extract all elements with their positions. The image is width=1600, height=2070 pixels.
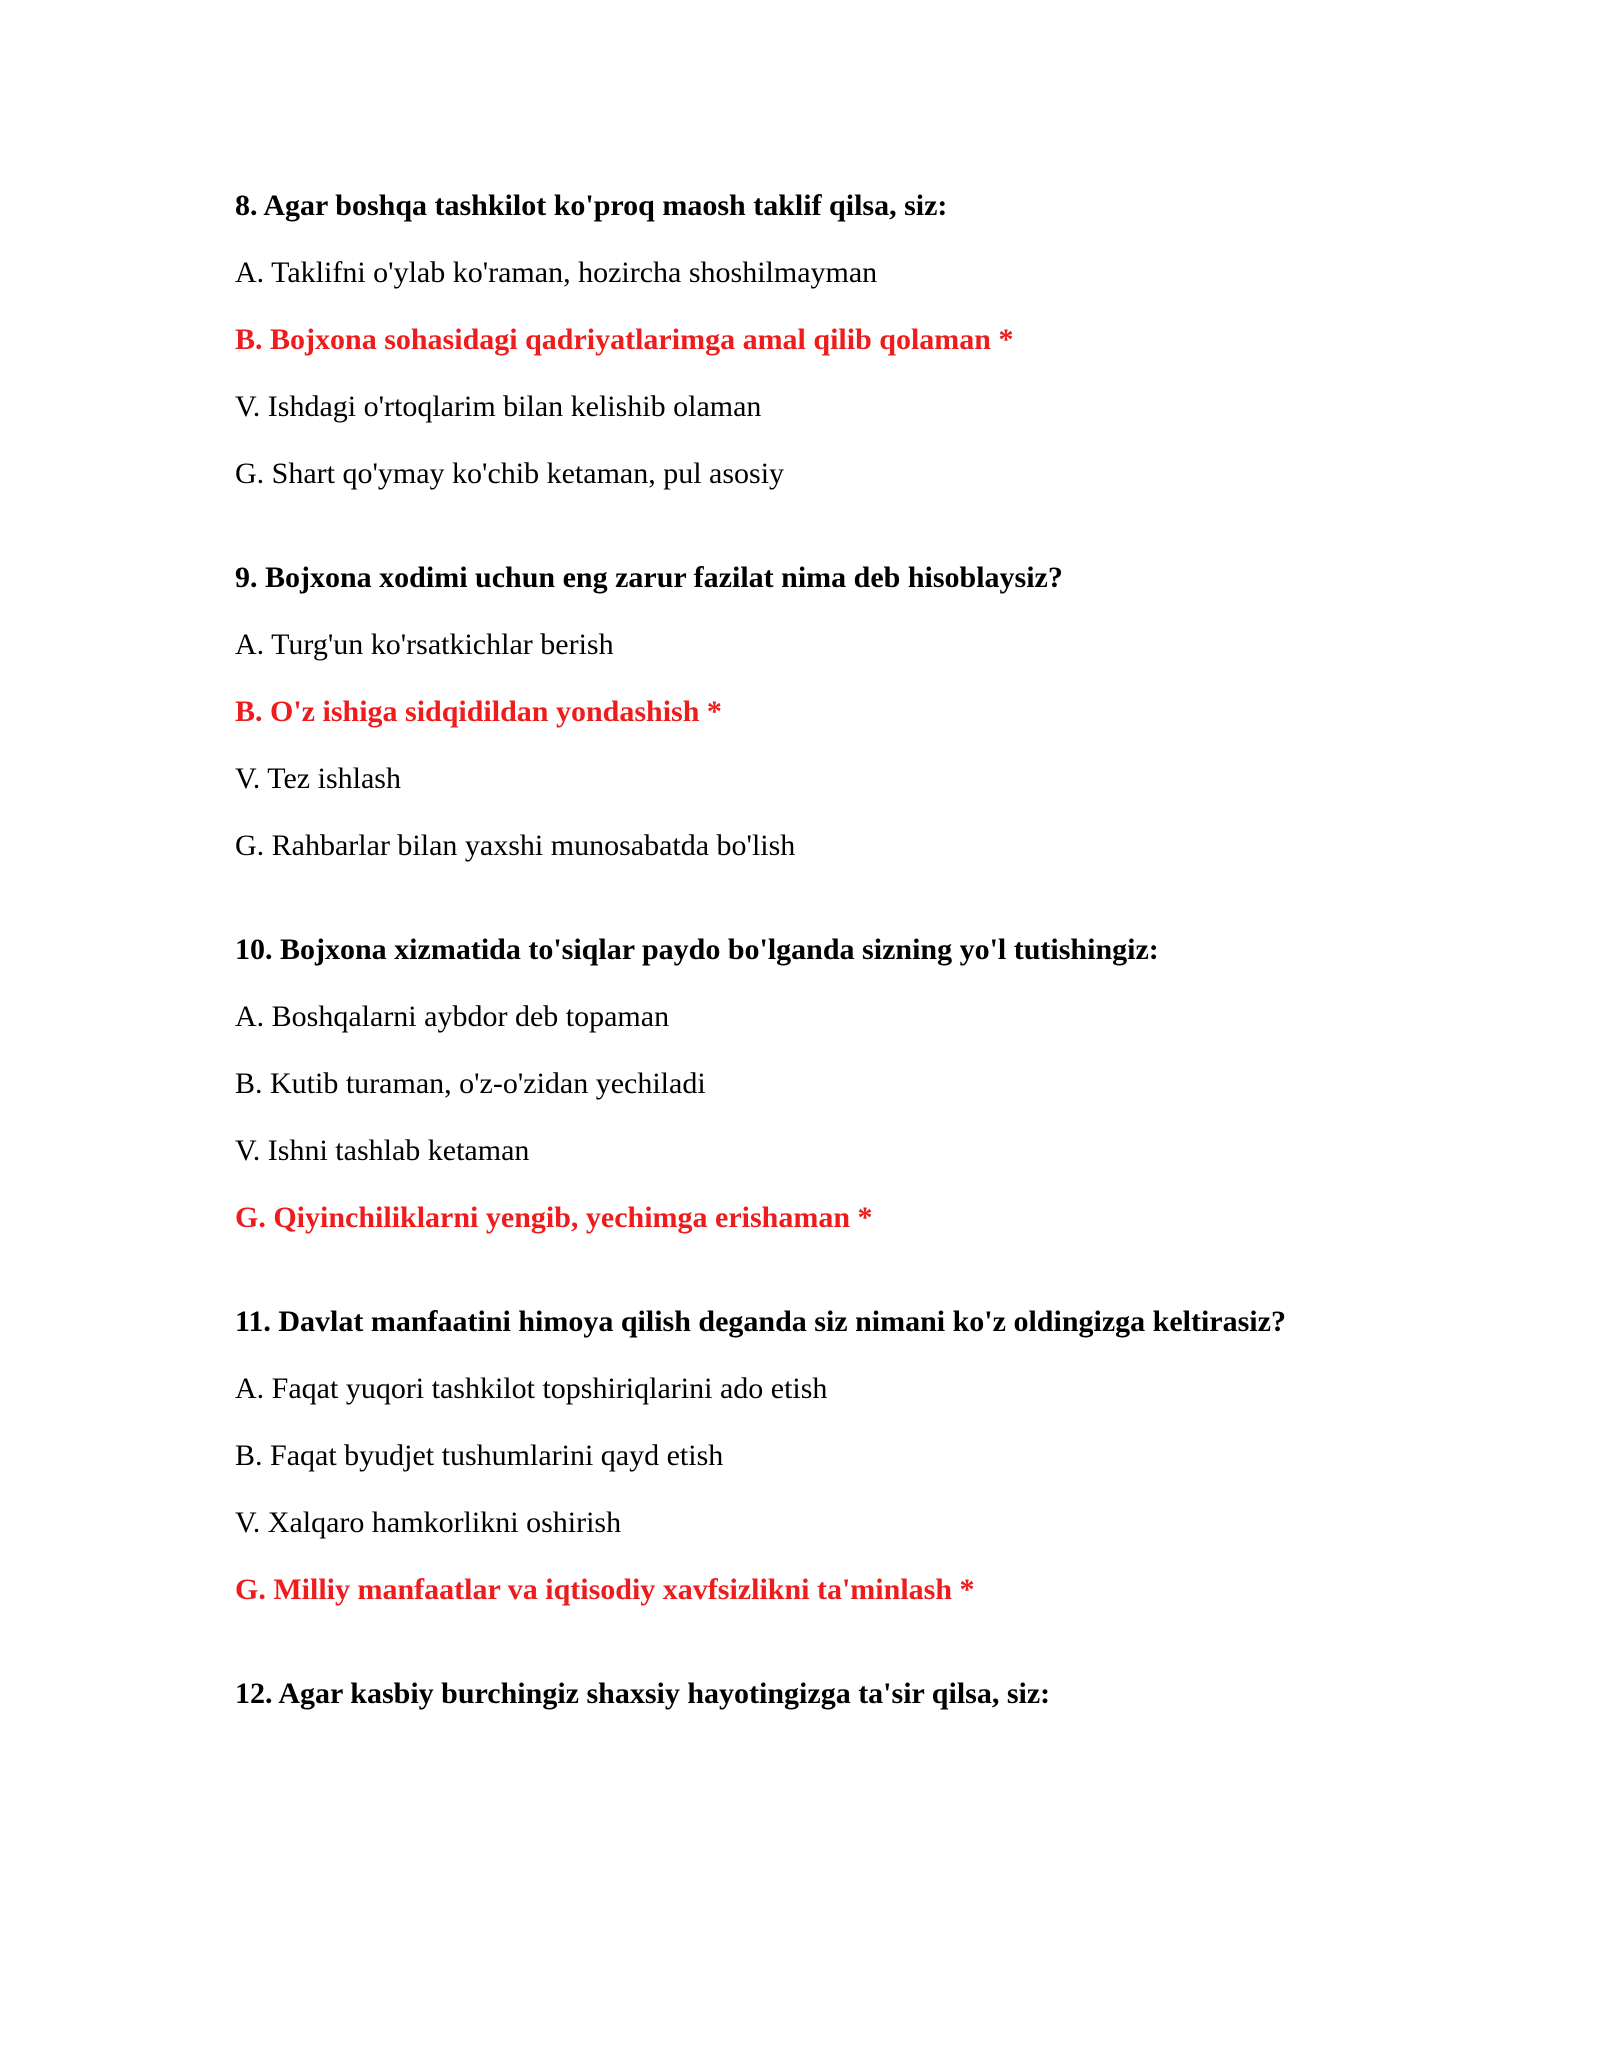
question-block-11: [235, 1302, 1435, 1610]
answer-option-g: G. Rahbarlar bilan yaxshi munosabatda bo'lish: [235, 829, 796, 862]
answer-option-g: G. Shart qo'ymay ko'chib ketaman, pul asosiy: [235, 457, 785, 490]
question-block-10: [235, 930, 1435, 1238]
answer-option-b: B. Kutib turaman, o'z-o'zidan yechiladi: [235, 1067, 706, 1100]
question-block-8: [235, 186, 1435, 494]
question-text: 12. Agar kasbiy burchingiz shaxsiy hayotingizga ta'sir qilsa, siz:: [235, 1677, 1051, 1710]
question-block-9: [235, 558, 1435, 866]
answer-option-a: A. Faqat yuqori tashkilot topshiriqlarini ado etish: [235, 1372, 828, 1405]
answer-option-a: A. Boshqalarni aybdor deb topaman: [235, 1000, 670, 1033]
answer-option-b-correct: B. Bojxona sohasidagi qadriyatlarimga amal qilib qolaman *: [235, 323, 1014, 356]
answer-option-v: V. Xalqaro hamkorlikni oshirish: [235, 1506, 622, 1539]
answer-option-v: V. Tez ishlash: [235, 762, 401, 795]
answer-option-b: B. Faqat byudjet tushumlarini qayd etish: [235, 1439, 724, 1472]
question-block-12: [235, 1674, 1435, 1714]
answer-option-a: A. Turg'un ko'rsatkichlar berish: [235, 628, 614, 661]
question-text: 8. Agar boshqa tashkilot ko'proq maosh taklif qilsa, siz:: [235, 189, 948, 222]
answer-option-b-correct: B. O'z ishiga sidqidildan yondashish *: [235, 695, 722, 728]
question-text: 10. Bojxona xizmatida to'siqlar paydo bo'lganda sizning yo'l tutishingiz:: [235, 933, 1159, 966]
answer-option-g-correct: G. Qiyinchiliklarni yengib, yechimga erishaman *: [235, 1201, 873, 1234]
question-text: 11. Davlat manfaatini himoya qilish deganda siz nimani ko'z oldingizga keltirasiz?: [235, 1305, 1286, 1338]
document-page: [235, 186, 1435, 1741]
answer-option-v: V. Ishni tashlab ketaman: [235, 1134, 530, 1167]
answer-option-v: V. Ishdagi o'rtoqlarim bilan kelishib olaman: [235, 390, 762, 423]
answer-option-g-correct: G. Milliy manfaatlar va iqtisodiy xavfsizlikni ta'minlash *: [235, 1573, 975, 1606]
question-text: 9. Bojxona xodimi uchun eng zarur fazilat nima deb hisoblaysiz?: [235, 561, 1063, 594]
answer-option-a: A. Taklifni o'ylab ko'raman, hozircha shoshilmayman: [235, 256, 878, 289]
